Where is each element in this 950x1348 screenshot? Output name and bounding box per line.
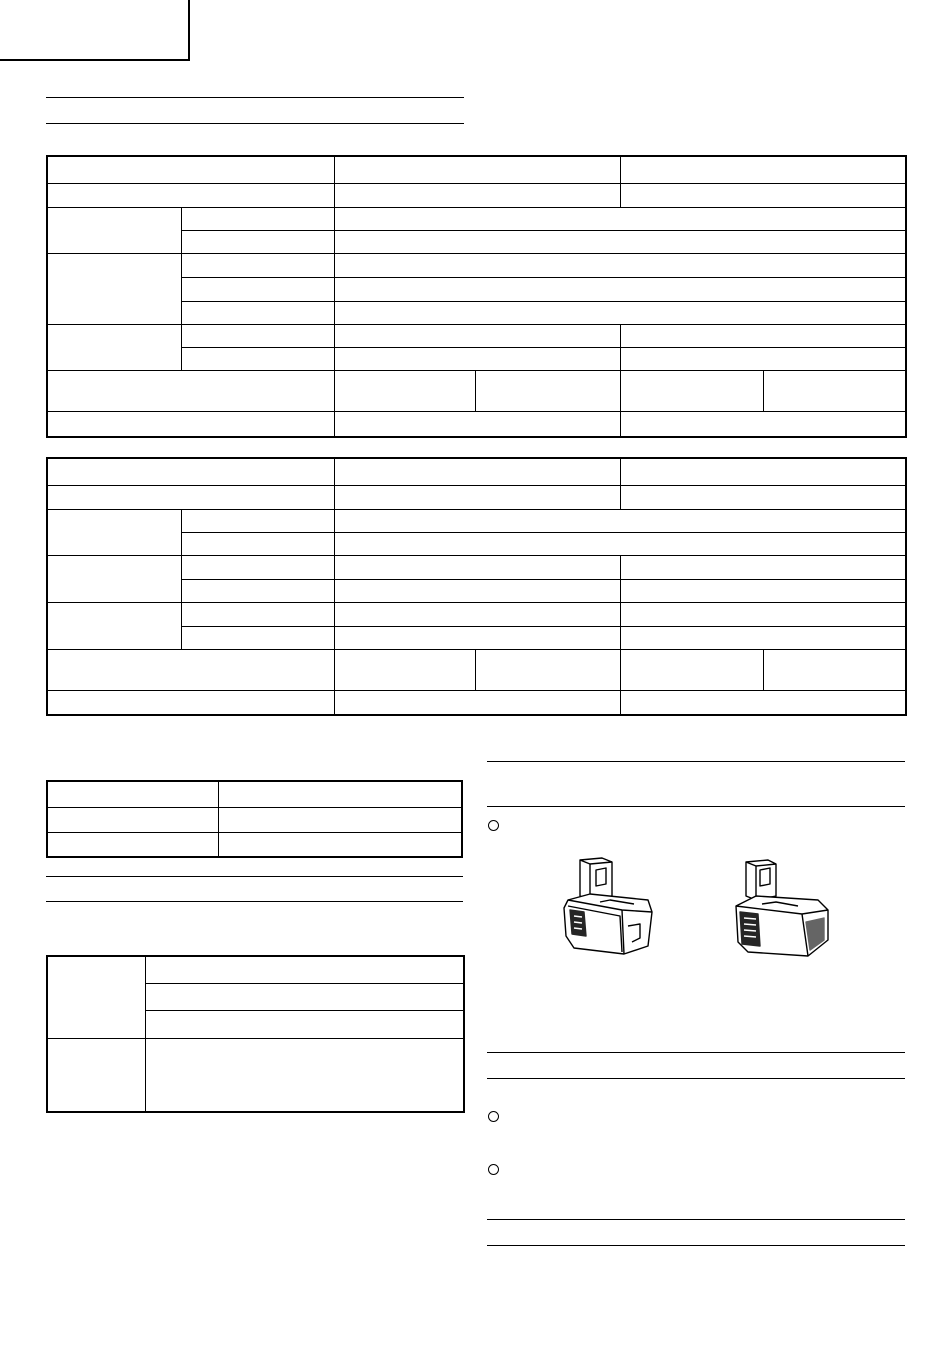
circle-bullet-icon [488,1164,499,1175]
table-cell [47,183,334,207]
table-cell [334,509,906,532]
circle-bullet-icon [488,820,499,831]
table-cell [334,555,620,579]
table-cell [334,183,620,207]
table-cell [145,983,464,1010]
heading-rule-bottom [46,123,464,124]
table-cell [47,649,334,690]
table-cell [181,207,334,230]
section-rule [487,761,905,762]
section-rule [46,876,463,877]
table-cell [47,807,218,832]
table-cell [334,156,620,183]
table-cell [181,509,334,532]
table-cell [181,532,334,555]
table-cell [620,412,906,437]
table-cell [334,412,620,437]
table-cell [620,485,906,509]
table-cell [334,371,475,412]
table-cell [47,509,181,555]
battery-pack-insert-icon [732,856,832,960]
table-cell [334,626,620,649]
table-cell [181,277,334,301]
table-cell [334,325,620,348]
table-cell [145,1038,464,1112]
table-cell [181,230,334,253]
small-table [46,780,463,858]
table-cell [334,602,620,626]
section-rule [487,1052,905,1053]
table-cell [620,690,906,715]
spec-table-1 [46,155,907,438]
table-cell [620,458,906,485]
table-cell [47,485,334,509]
section-rule [487,1245,905,1246]
table-cell [47,956,145,1038]
table-cell [47,325,181,371]
table-cell [620,626,906,649]
table-cell [475,649,620,690]
table-cell [334,277,906,301]
table-cell [181,555,334,579]
table-cell [47,781,218,807]
table-cell [620,183,906,207]
table-cell [145,956,464,983]
table-cell [334,649,475,690]
section-rule [487,1078,905,1079]
charger-table [46,955,465,1113]
table-cell [47,602,181,649]
table-cell [620,602,906,626]
table-cell [47,690,334,715]
table-cell [334,458,620,485]
section-rule [487,806,905,807]
battery-pack-slide-icon [560,856,658,958]
table-cell [620,156,906,183]
table-cell [218,807,462,832]
section-rule [46,901,463,902]
table-cell [47,371,334,412]
spec-table-2 [46,457,907,716]
table-cell [334,485,620,509]
table-cell [763,649,906,690]
table-cell [763,371,906,412]
table-cell [181,253,334,277]
section-rule [487,1219,905,1220]
table-cell [334,579,620,602]
table-cell [620,348,906,371]
table-cell [218,832,462,857]
table-cell [47,207,181,253]
table-cell [181,301,334,324]
table-cell [47,555,181,602]
table-cell [334,690,620,715]
table-cell [47,412,334,437]
table-cell [334,230,906,253]
table-cell [181,348,334,371]
table-cell [620,649,763,690]
table-cell [475,371,620,412]
table-cell [334,207,906,230]
table-cell [620,579,906,602]
table-cell [47,1038,145,1112]
table-cell [181,602,334,626]
table-cell [47,156,334,183]
table-cell [145,1010,464,1038]
table-cell [181,579,334,602]
table-cell [334,301,906,324]
table-cell [47,458,334,485]
heading-rule-top [46,97,464,98]
table-cell [334,253,906,277]
table-cell [218,781,462,807]
table-cell [620,555,906,579]
table-cell [334,348,620,371]
table-cell [181,325,334,348]
table-cell [620,325,906,348]
table-cell [620,371,763,412]
language-tab [0,0,190,61]
table-cell [47,253,181,324]
circle-bullet-icon [488,1111,499,1122]
table-cell [334,532,906,555]
table-cell [181,626,334,649]
table-cell [47,832,218,857]
